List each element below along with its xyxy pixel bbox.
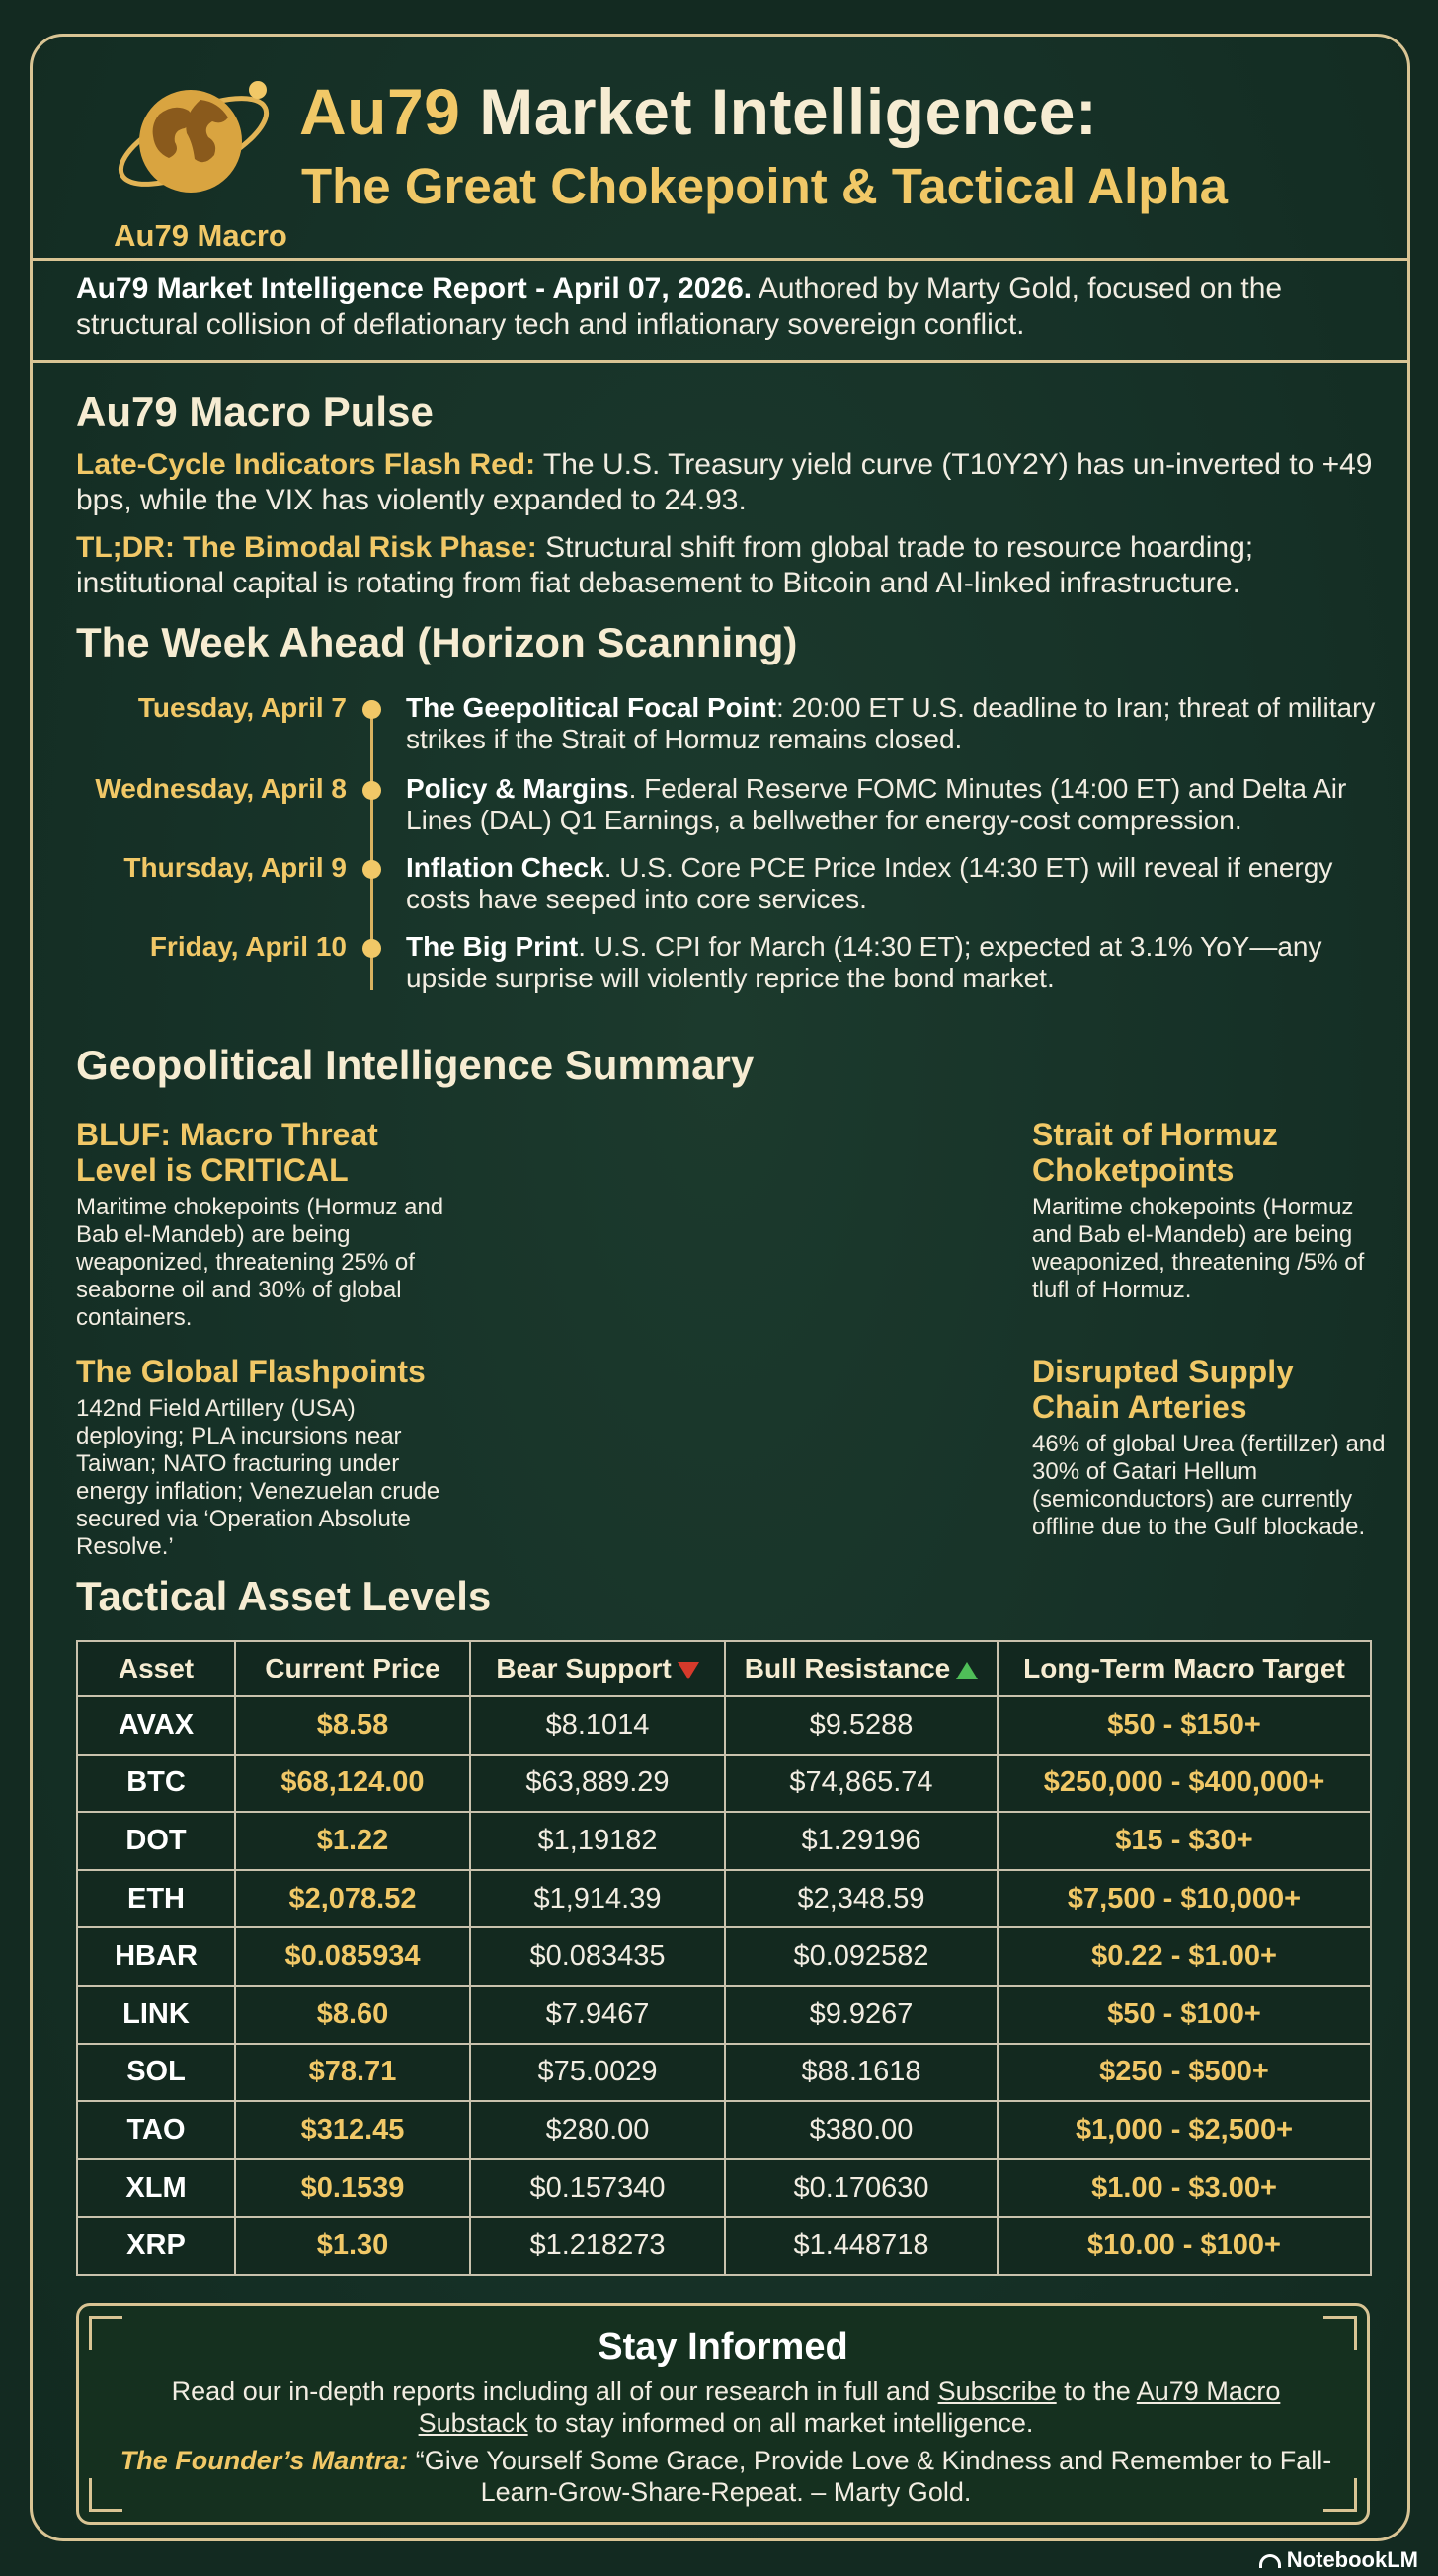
event-title: The Geepolitical Focal Point bbox=[406, 692, 776, 723]
event-detail: : 20:00 ET U.S. deadline to Iran; threat of military strikes if the Strait of Hormuz remains closed. bbox=[406, 692, 1376, 754]
pulse-item-lead: TL;DR: The Bimodal Risk Phase: bbox=[76, 531, 537, 564]
bear-support-cell: $63,889.29 bbox=[470, 1755, 725, 1813]
bull-resistance-cell: $2,348.59 bbox=[725, 1870, 998, 1928]
bear-support-cell: $1.218273 bbox=[470, 2217, 725, 2275]
bluf-body: Maritime chokepoints (Hormuz and Bab el-Mandeb) are being weaponized, threatening 25% of seaborne oil and 30% of global containers. bbox=[76, 1194, 444, 1331]
column-header-label: Bull Resistance bbox=[744, 1653, 951, 1683]
pulse-item-lead: Late-Cycle Indicators Flash Red: bbox=[76, 448, 536, 481]
macro-target-cell: $250,000 - $400,000+ bbox=[998, 1755, 1371, 1813]
bear-support-cell: $0.083435 bbox=[470, 1927, 725, 1986]
footer-text-b: to the bbox=[1056, 2377, 1137, 2406]
event-detail: . U.S. CPI for March (14:30 ET); expected at 3.1% YoY—any upside surprise will violently reprice the bond market. bbox=[406, 931, 1322, 993]
hormuz-title: Strait of Hormuz Choketpoints bbox=[1032, 1117, 1278, 1188]
event-detail: . U.S. Core PCE Price Index (14:30 ET) will reveal if energy costs have seeped into core services. bbox=[406, 852, 1333, 914]
brand-label: NotebookLM bbox=[1286, 2547, 1418, 2572]
stay-informed-box bbox=[76, 2303, 1370, 2525]
event-day: Friday, April 10 bbox=[149, 931, 347, 962]
table-row bbox=[77, 2044, 1371, 2102]
asset-cell: TAO bbox=[77, 2101, 235, 2159]
event-day: Tuesday, April 7 bbox=[137, 692, 347, 723]
asset-cell: ETH bbox=[77, 1870, 235, 1928]
logo-text: Au79 Macro bbox=[114, 218, 287, 253]
bull-resistance-cell: $9.9267 bbox=[725, 1986, 998, 2044]
pulse-item-text: The U.S. Treasury yield curve (T10Y2Y) has un-inverted to +49 bps, while the VIX has violently expanded to 24.93. bbox=[76, 448, 1373, 516]
divider bbox=[33, 360, 1407, 363]
column-header bbox=[470, 1641, 725, 1696]
current-price-cell: $78.71 bbox=[235, 2044, 470, 2102]
notebooklm-icon bbox=[1259, 2554, 1281, 2568]
bull-resistance-cell: $0.170630 bbox=[725, 2159, 998, 2218]
timeline-dot bbox=[362, 700, 381, 719]
bear-support-cell: $75.0029 bbox=[470, 2044, 725, 2102]
asset-cell: DOT bbox=[77, 1812, 235, 1870]
table-row bbox=[77, 2159, 1371, 2218]
pulse-item bbox=[76, 530, 1390, 601]
section-heading-pulse: Au79 Macro Pulse bbox=[76, 388, 434, 434]
asset-cell: XRP bbox=[77, 2217, 235, 2275]
bear-support-cell: $7.9467 bbox=[470, 1986, 725, 2044]
infographic-frame bbox=[30, 34, 1410, 2541]
notebooklm-brand bbox=[1259, 2547, 1418, 2573]
table-row bbox=[77, 2101, 1371, 2159]
event-text bbox=[406, 692, 1384, 755]
macro-target-cell: $50 - $150+ bbox=[998, 1696, 1371, 1755]
section-heading-geo: Geopolitical Intelligence Summary bbox=[76, 1042, 755, 1088]
title-rest: Market Intelligence: bbox=[460, 75, 1098, 148]
table-row bbox=[77, 1755, 1371, 1813]
table-row bbox=[77, 1696, 1371, 1755]
column-header: Asset bbox=[77, 1641, 235, 1696]
bull-resistance-cell: $88.1618 bbox=[725, 2044, 998, 2102]
table-row bbox=[77, 1927, 1371, 1986]
asset-table bbox=[76, 1640, 1372, 2276]
bull-up-icon bbox=[956, 1662, 978, 1679]
macro-target-cell: $0.22 - $1.00+ bbox=[998, 1927, 1371, 1986]
event-text bbox=[406, 773, 1384, 836]
current-price-cell: $68,124.00 bbox=[235, 1755, 470, 1813]
asset-cell: HBAR bbox=[77, 1927, 235, 1986]
macro-target-cell: $10.00 - $100+ bbox=[998, 2217, 1371, 2275]
hormuz-body: Maritime chokepoints (Hormuz and Bab el-Mandeb) are being weaponized, threatening /5% of tlufl of Hormuz. bbox=[1032, 1194, 1365, 1303]
current-price-cell: $1.30 bbox=[235, 2217, 470, 2275]
logo bbox=[72, 60, 309, 254]
event-title: Inflation Check bbox=[406, 852, 604, 883]
supply-body: 46% of global Urea (fertillzer) and 30% of Gatari Hellum (semiconductors) are currently offline due to the Gulf blockade. bbox=[1032, 1431, 1386, 1540]
mantra-label: The Founder’s Mantra: bbox=[120, 2446, 409, 2475]
stay-informed-title: Stay Informed bbox=[598, 2326, 848, 2368]
asset-cell: SOL bbox=[77, 2044, 235, 2102]
asset-cell: LINK bbox=[77, 1986, 235, 2044]
pulse-item-text: Structural shift from global trade to resource hoarding; institutional capital is rotating from fiat debasement to Bitcoin and AI-linked infrastructure. bbox=[76, 531, 1254, 599]
current-price-cell: $312.45 bbox=[235, 2101, 470, 2159]
timeline-dot bbox=[362, 781, 381, 800]
stay-informed-text bbox=[138, 2376, 1314, 2439]
macro-target-cell: $15 - $30+ bbox=[998, 1812, 1371, 1870]
table-row bbox=[77, 1812, 1371, 1870]
timeline-dot bbox=[362, 939, 381, 958]
divider bbox=[33, 258, 1407, 261]
column-header-label: Bear Support bbox=[496, 1653, 672, 1683]
column-header bbox=[725, 1641, 998, 1696]
event-detail: . Federal Reserve FOMC Minutes (14:00 ET) and Delta Air Lines (DAL) Q1 Earnings, a bellwether for energy-cost compression. bbox=[406, 773, 1347, 835]
mantra-text: “Give Yourself Some Grace, Provide Love & Kindness and Remember to Fall-Learn-Grow-Share-Repeat. – Marty Gold. bbox=[408, 2446, 1332, 2507]
column-header: Current Price bbox=[235, 1641, 470, 1696]
footer-text-c: to stay informed on all market intelligence. bbox=[527, 2408, 1034, 2438]
bull-resistance-cell: $74,865.74 bbox=[725, 1755, 998, 1813]
macro-target-cell: $1,000 - $2,500+ bbox=[998, 2101, 1371, 2159]
subscribe-link[interactable]: Subscribe bbox=[937, 2377, 1057, 2406]
bear-support-cell: $0.157340 bbox=[470, 2159, 725, 2218]
table-body bbox=[77, 1696, 1371, 2275]
page-subtitle: The Great Chokepoint & Tactical Alpha bbox=[301, 158, 1228, 214]
asset-cell: XLM bbox=[77, 2159, 235, 2218]
macro-target-cell: $250 - $500+ bbox=[998, 2044, 1371, 2102]
asset-cell: AVAX bbox=[77, 1696, 235, 1755]
bull-resistance-cell: $9.5288 bbox=[725, 1696, 998, 1755]
table-row bbox=[77, 1986, 1371, 2044]
page-title bbox=[299, 74, 1097, 149]
timeline-event bbox=[33, 852, 1407, 921]
footer-text-a: Read our in-depth reports including all of our research in full and bbox=[171, 2377, 938, 2406]
flashpoints-body: 142nd Field Artillery (USA) deploying; PLA incursions near Taiwan; NATO fracturing under energy inflation; Venezuelan crude secured via ‘Operation Absolute Resolve.’ bbox=[76, 1395, 440, 1560]
bull-resistance-cell: $1.29196 bbox=[725, 1812, 998, 1870]
timeline-event bbox=[33, 931, 1407, 1000]
bear-support-cell: $280.00 bbox=[470, 2101, 725, 2159]
header bbox=[33, 37, 1407, 258]
timeline-event bbox=[33, 773, 1407, 842]
event-text bbox=[406, 852, 1384, 915]
globe-icon bbox=[110, 60, 278, 218]
pulse-item bbox=[76, 447, 1390, 518]
column-header: Long-Term Macro Target bbox=[998, 1641, 1371, 1696]
macro-target-cell: $1.00 - $3.00+ bbox=[998, 2159, 1371, 2218]
bull-resistance-cell: $380.00 bbox=[725, 2101, 998, 2159]
table-row bbox=[77, 1870, 1371, 1928]
substack-link[interactable]: Au79 Macro Substack bbox=[418, 2377, 1281, 2438]
bull-resistance-cell: $0.092582 bbox=[725, 1927, 998, 1986]
current-price-cell: $8.60 bbox=[235, 1986, 470, 2044]
event-title: The Big Print bbox=[406, 931, 579, 962]
bear-support-cell: $1,19182 bbox=[470, 1812, 725, 1870]
current-price-cell: $0.1539 bbox=[235, 2159, 470, 2218]
table-row bbox=[77, 2217, 1371, 2275]
bear-support-cell: $8.1014 bbox=[470, 1696, 725, 1755]
current-price-cell: $1.22 bbox=[235, 1812, 470, 1870]
supply-title: Disrupted Supply Chain Arteries bbox=[1032, 1354, 1294, 1425]
event-text bbox=[406, 931, 1384, 994]
event-day: Wednesday, April 8 bbox=[95, 773, 347, 804]
corner-ornament bbox=[89, 2478, 122, 2512]
timeline-dot bbox=[362, 860, 381, 879]
bear-support-cell: $1,914.39 bbox=[470, 1870, 725, 1928]
title-brand: Au79 bbox=[299, 75, 461, 148]
bluf-title: BLUF: Macro Threat Level is CRITICAL bbox=[76, 1117, 378, 1188]
intro-text bbox=[76, 272, 1380, 343]
section-heading-week: The Week Ahead (Horizon Scanning) bbox=[76, 619, 798, 665]
timeline-event bbox=[33, 692, 1407, 761]
current-price-cell: $0.085934 bbox=[235, 1927, 470, 1986]
event-title: Policy & Margins bbox=[406, 773, 629, 804]
current-price-cell: $8.58 bbox=[235, 1696, 470, 1755]
bear-down-icon bbox=[678, 1662, 699, 1679]
founders-mantra bbox=[119, 2445, 1333, 2508]
section-heading-table: Tactical Asset Levels bbox=[76, 1573, 492, 1619]
table-header-row bbox=[77, 1641, 1371, 1696]
macro-target-cell: $7,500 - $10,000+ bbox=[998, 1870, 1371, 1928]
macro-target-cell: $50 - $100+ bbox=[998, 1986, 1371, 2044]
intro-body: Authored by Marty Gold, focused on the structural collision of deflationary tech and inflationary sovereign conflict. bbox=[76, 273, 1283, 341]
bull-resistance-cell: $1.448718 bbox=[725, 2217, 998, 2275]
flashpoints-title: The Global Flashpoints bbox=[76, 1354, 426, 1389]
asset-cell: BTC bbox=[77, 1755, 235, 1813]
intro-bold: Au79 Market Intelligence Report - April 07, 2026. bbox=[76, 273, 753, 305]
current-price-cell: $2,078.52 bbox=[235, 1870, 470, 1928]
event-day: Thursday, April 9 bbox=[123, 852, 347, 883]
